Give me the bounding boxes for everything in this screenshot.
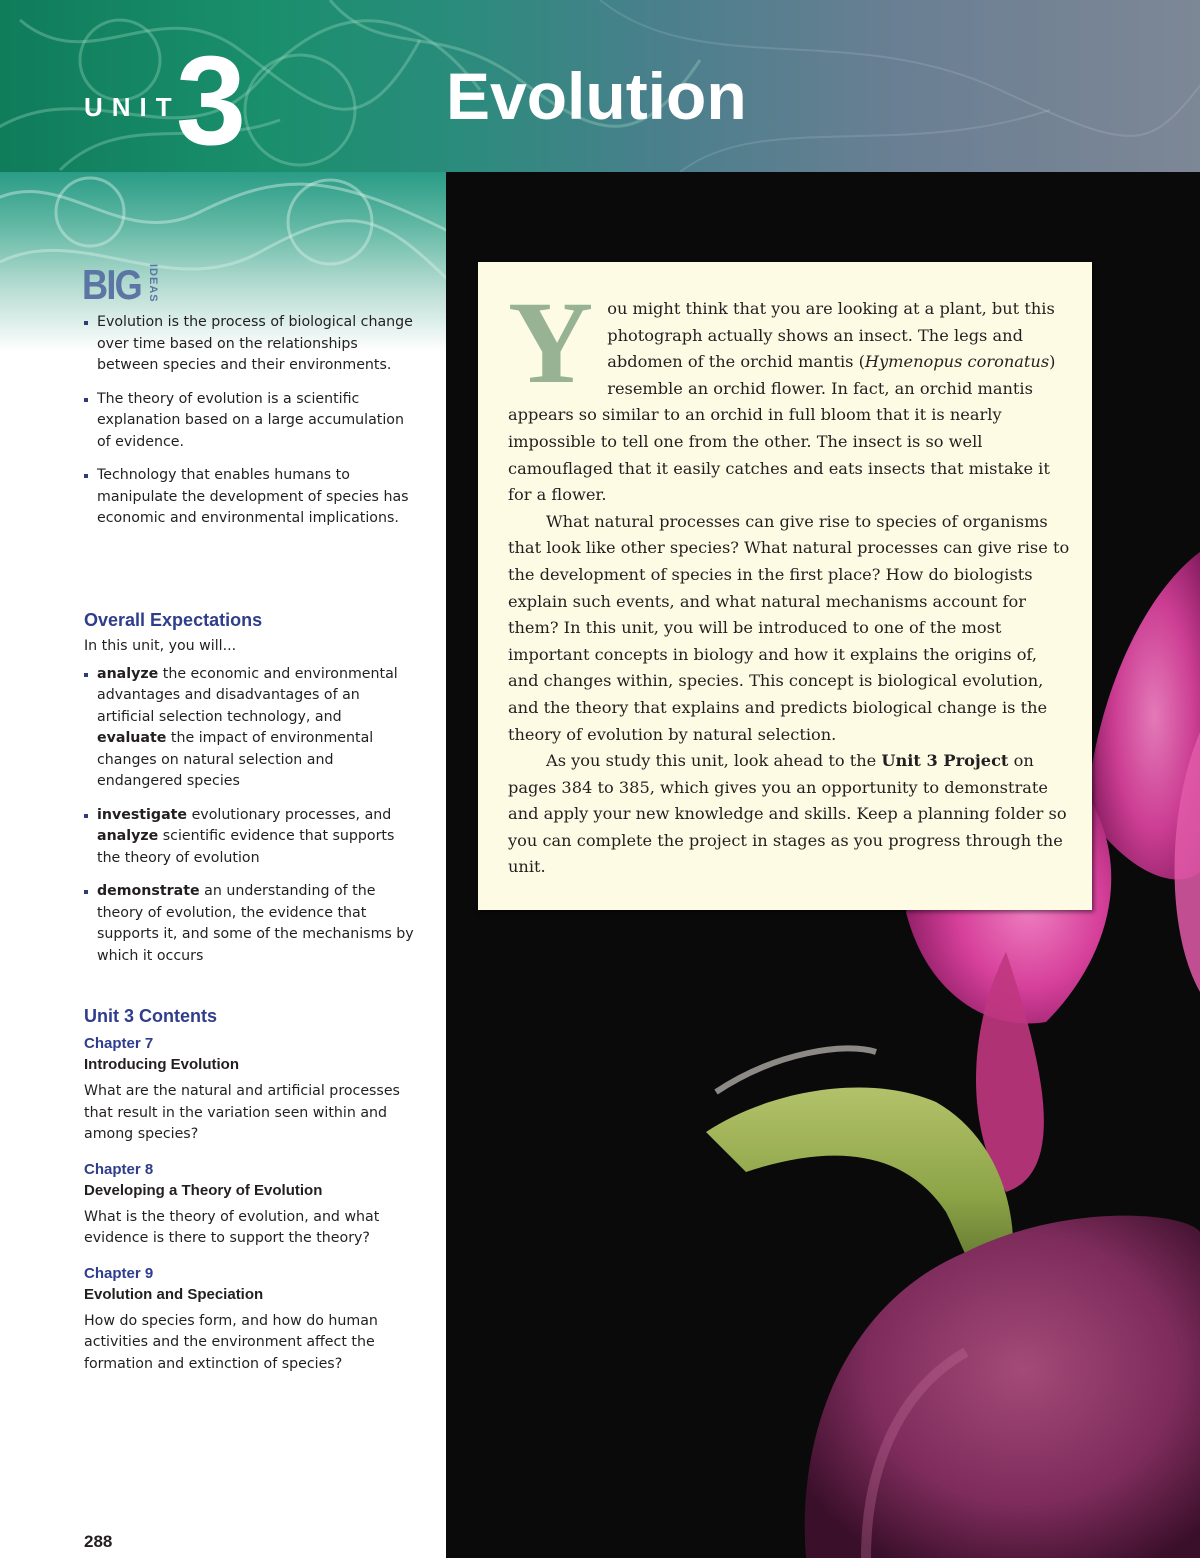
- intro-paragraph-2: What natural processes can give rise to species of organisms that look like other species? What natural processes can give rise to the development of species in the first place? How do biologists explain such events, and what natural mechanisms account for them? In this unit, you will be introduced to one of the most important concepts in biology and how it explains the origins of, and changes within, species. This concept is biological evolution, and the theory that explains and predicts biological change is the theory of evolution by natural selection.: [508, 511, 1070, 744]
- expectation-keyword: demonstrate: [97, 883, 200, 899]
- intro-p1-text-a: ou might think that you are looking at a plant, but this photograph actually shows an insect. The legs and abdomen of the orchid mantis (: [607, 299, 1055, 372]
- big-idea-item: Evolution is the process of biological change over time based on the relationships between species and their environments.: [84, 312, 414, 377]
- intro-p3-text-b: on pages 384 to 385, which gives you an opportunity to demonstrate and apply your new knowledge and skills. Keep a planning folder so you can complete the project in stages as you progress through the unit.: [508, 751, 1067, 877]
- big-ideas-section: [84, 312, 414, 542]
- big-ideas-list: [84, 312, 414, 530]
- intro-paragraph-3: [508, 748, 1070, 881]
- expectation-keyword: analyze: [97, 828, 159, 844]
- unit-contents-section: [84, 1004, 414, 1389]
- chapter-entry: [84, 1160, 414, 1250]
- big-ideas-logo-ideas: IDEAS: [147, 264, 159, 303]
- expectations-list: [84, 664, 414, 968]
- expectation-text: the economic and environmental advantages and disadvantages of an artificial selection technology, and: [97, 665, 398, 725]
- chapter-title: Introducing Evolution: [84, 1056, 239, 1073]
- unit-contents-heading: Unit 3 Contents: [84, 1006, 217, 1026]
- chapter-question: How do species form, and how do human activities and the environment affect the formation and extinction of species?: [84, 1312, 378, 1372]
- overall-expectations-heading: Overall Expectations: [84, 610, 263, 630]
- unit-header-banner: [0, 0, 1200, 172]
- intro-p3-text-a: As you study this unit, look ahead to the: [546, 751, 882, 771]
- chapter-list: [84, 1034, 414, 1375]
- intro-p1-text-b: ) resemble an orchid flower. In fact, an orchid mantis appears so similar to an orchid in full bloom that it is nearly impossible to tell one from the other. The insect is so well camouflaged that it easily catches and eats insects that mistake it for a flower.: [508, 352, 1056, 505]
- expectation-text: an understanding of the theory of evolution, the evidence that supports it, and some of the mechanisms by which it occurs: [97, 883, 414, 964]
- chapter-title: Evolution and Speciation: [84, 1285, 264, 1303]
- chapter-question: What is the theory of evolution, and what evidence is there to support the theory?: [84, 1208, 380, 1246]
- expectation-keyword: investigate: [97, 806, 188, 823]
- expectation-keyword: analyze: [97, 665, 159, 682]
- expectation-keyword: evaluate: [97, 730, 167, 746]
- chapter-title: Developing a Theory of Evolution: [84, 1181, 323, 1199]
- chapter-label: Chapter 9: [84, 1264, 154, 1282]
- chapter-entry: [84, 1264, 414, 1376]
- expectation-text: the impact of environmental changes on natural selection and endangered species: [97, 730, 374, 789]
- unit-number: 3: [176, 30, 247, 171]
- unit-title: Evolution: [446, 59, 747, 133]
- expectation-text: scientific evidence that supports the theory of evolution: [97, 828, 395, 866]
- chapter-question: What are the natural and artificial processes that result in the variation seen within and among species?: [84, 1083, 400, 1142]
- big-ideas-logo-big: BIG: [82, 261, 142, 308]
- overall-expectations-section: [84, 608, 414, 979]
- page-number: 288: [84, 1532, 113, 1551]
- big-idea-item: Technology that enables humans to manipulate the development of species has economic and environmental implications.: [84, 465, 414, 530]
- chapter-label: Chapter 8: [84, 1160, 154, 1178]
- overall-expectations-intro: In this unit, you will...: [84, 638, 237, 654]
- unit-project-reference: Unit 3 Project: [881, 751, 1009, 771]
- expectation-text: evolutionary processes, and: [187, 806, 392, 823]
- chapter-entry: [84, 1034, 414, 1146]
- chapter-label: Chapter 7: [84, 1035, 154, 1052]
- big-idea-item: The theory of evolution is a scientific explanation based on a large accumulation of evidence.: [84, 389, 414, 454]
- expectation-item: [84, 664, 414, 793]
- species-name: Hymenopus coronatus: [864, 352, 1050, 372]
- expectation-item: [84, 805, 414, 870]
- expectation-item: [84, 881, 414, 967]
- big-ideas-logo: [82, 262, 172, 308]
- drop-cap: Y: [508, 277, 594, 408]
- unit-label: UNIT: [84, 92, 181, 122]
- intro-text-box: [478, 262, 1092, 910]
